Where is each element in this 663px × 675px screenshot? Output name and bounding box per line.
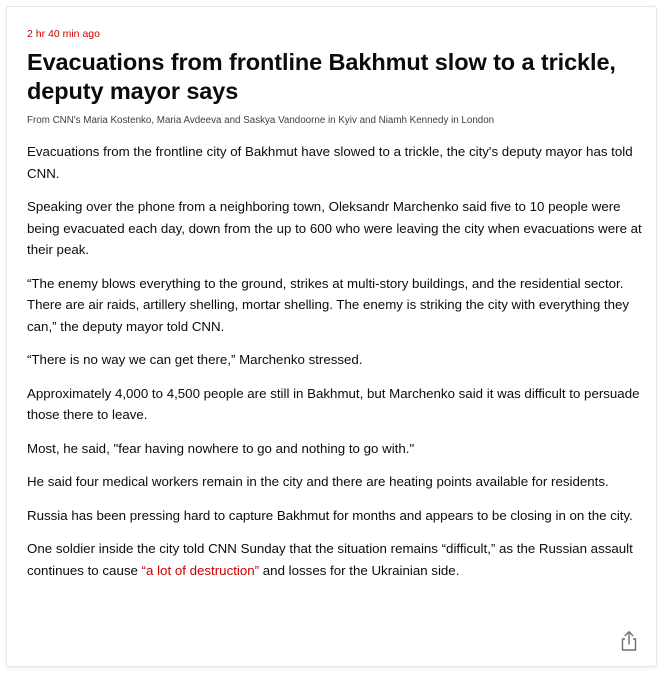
paragraph-7: He said four medical workers remain in the city and there are heating points available for residents. <box>27 474 609 489</box>
share-icon <box>619 630 639 652</box>
paragraph-3: “The enemy blows everything to the ground, strikes at multi-story buildings, and the residential sector. There are air raids, artillery shelling, mortar shelling. The enemy is striking the city with everything they can,” the deputy mayor told CNN. <box>27 275 630 334</box>
paragraph-8: Russia has been pressing hard to capture Bakhmut for months and appears to be closing in on the city. <box>27 507 633 523</box>
paragraph-4: “There is no way we can get there,” Marchenko stressed. <box>27 352 363 367</box>
post-timestamp: 2 hr 40 min ago <box>27 28 100 40</box>
post-headline: Evacuations from frontline Bakhmut slow to a trickle, deputy mayor says <box>27 49 616 104</box>
paragraph-5: Approximately 4,000 to 4,500 people are still in Bakhmut, but Marchenko said it was difficult to persuade those there to leave. <box>27 385 640 422</box>
paragraph-1: Evacuations from the frontline city of Bakhmut have slowed to a trickle, the city's deputy mayor has told CNN. <box>27 144 633 181</box>
paragraph-2: Speaking over the phone from a neighboring town, Oleksandr Marchenko said five to 10 people were being evacuated each day, down from the up to 600 who were leaving the city when evacuations were at their peak. <box>27 199 642 257</box>
post-content <box>27 27 643 581</box>
destruction-link[interactable]: “a lot of destruction” <box>141 562 260 578</box>
post-byline: From CNN's Maria Kostenko, Maria Avdeeva and Saskya Vandoorne in Kyiv and Niamh Kennedy in London <box>27 115 495 126</box>
share-button[interactable] <box>619 630 639 652</box>
paragraph-9-text-after: and losses for the Ukrainian side. <box>259 562 460 578</box>
paragraph-6: Most, he said, "fear having nowhere to go and nothing to go with." <box>27 440 415 456</box>
paragraph-9 <box>27 538 643 581</box>
live-update-card <box>6 6 657 667</box>
paragraph-9-text-before: One soldier inside the city told CNN Sunday that the situation remains “difficult,” as the Russian assault continues to cause <box>27 541 633 578</box>
